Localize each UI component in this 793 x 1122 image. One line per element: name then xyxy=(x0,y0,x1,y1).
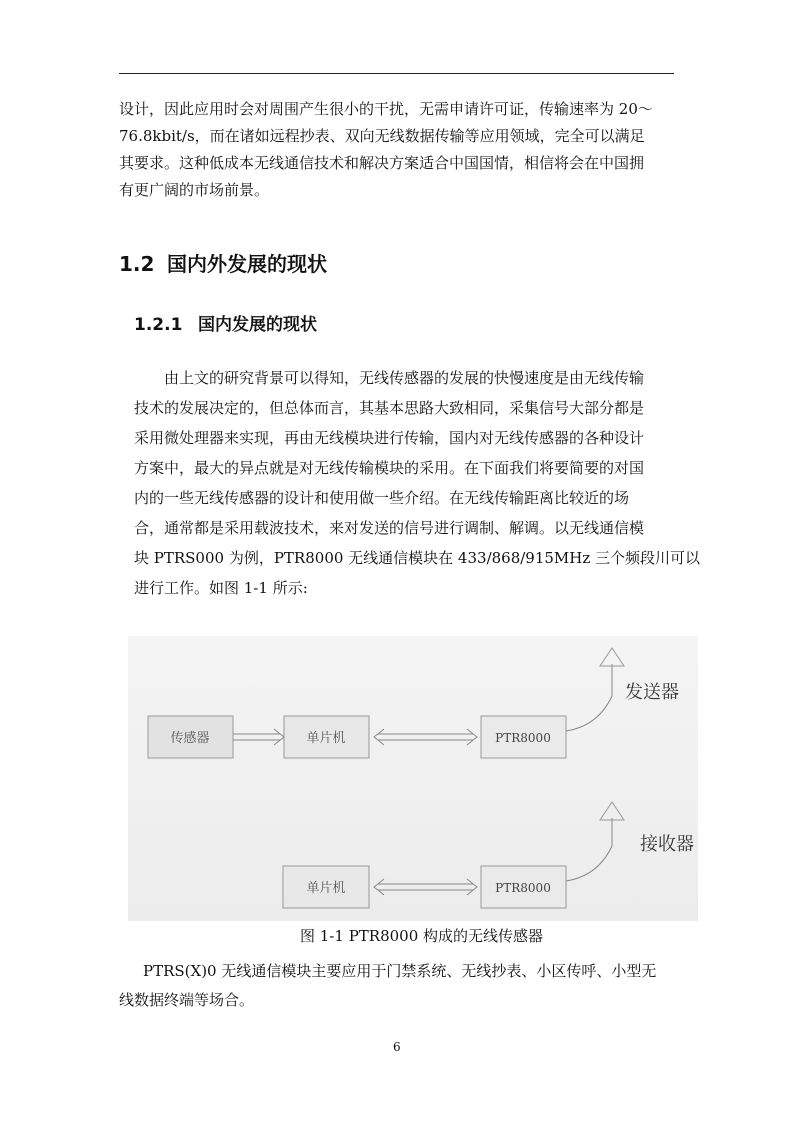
subsection-title: 国内发展的现状 xyxy=(198,315,317,335)
text-line: 有更广阔的市场前景。 xyxy=(119,181,270,199)
body-paragraph xyxy=(134,363,701,603)
ptr-bottom-label: PTR8000 xyxy=(495,881,551,895)
text-line: 其要求。这种低成本无线通信技术和解决方案适合中国国情，相信将会在中国拥 xyxy=(119,154,645,172)
text-line: 合，通常都是采用载波技术，来对发送的信号进行调制、解调。以无线通信模 xyxy=(134,519,645,537)
section-number: 1.2 xyxy=(119,252,155,276)
mcu-bottom-label: 单片机 xyxy=(306,881,346,896)
section-title: 国内外发展的现状 xyxy=(167,252,327,276)
text-line: 76.8kbit/s，而在诸如远程抄表、双向无线数据传输等应用领域，完全可以满足 xyxy=(119,127,645,145)
text-line: 设计，因此应用时会对周围产生很小的干扰，无需申请许可证，传输速率为 20～ xyxy=(119,100,653,118)
block-diagram xyxy=(128,636,698,921)
text-line: 方案中，最大的异点就是对无线传输模块的采用。在下面我们将要简要的对国 xyxy=(134,459,645,477)
text-line: 采用微处理器来实现，再由无线模块进行传输，国内对无线传感器的各种设计 xyxy=(134,429,645,447)
figure-caption: 图 1-1 PTR8000 构成的无线传感器 xyxy=(300,927,544,945)
mcu-top-label: 单片机 xyxy=(306,731,346,746)
section-heading xyxy=(119,248,327,277)
text-line: 内的一些无线传感器的设计和使用做一些介绍。在无线传输距离比较近的场 xyxy=(134,489,630,507)
text-line: 块 PTRS000 为例，PTR8000 无线通信模块在 433/868/915MHz 三个频段川可以 xyxy=(134,549,701,567)
subsection-number: 1.2.1 xyxy=(134,315,183,335)
transmitter-label: 发送器 xyxy=(625,682,679,703)
header-rule xyxy=(119,73,674,74)
subsection-heading xyxy=(134,310,317,335)
text-line: 线数据终端等场合。 xyxy=(119,991,255,1009)
intro-paragraph xyxy=(119,96,679,204)
sensor-label: 传感器 xyxy=(170,731,210,746)
text-line: PTRS(X)0 无线通信模块主要应用于门禁系统、无线抄表、小区传呼、小型无 xyxy=(143,962,657,980)
page-number: 6 xyxy=(393,1040,401,1054)
closing-paragraph xyxy=(119,957,679,1015)
text-line: 进行工作。如图 1-1 所示: xyxy=(134,579,308,597)
receiver-label: 接收器 xyxy=(640,834,694,855)
text-line: 由上文的研究背景可以得知，无线传感器的发展的快慢速度是由无线传输 xyxy=(164,369,645,387)
text-line: 技术的发展决定的，但总体而言，其基本思路大致相同，采集信号大部分都是 xyxy=(134,399,645,417)
ptr-top-label: PTR8000 xyxy=(495,731,551,745)
